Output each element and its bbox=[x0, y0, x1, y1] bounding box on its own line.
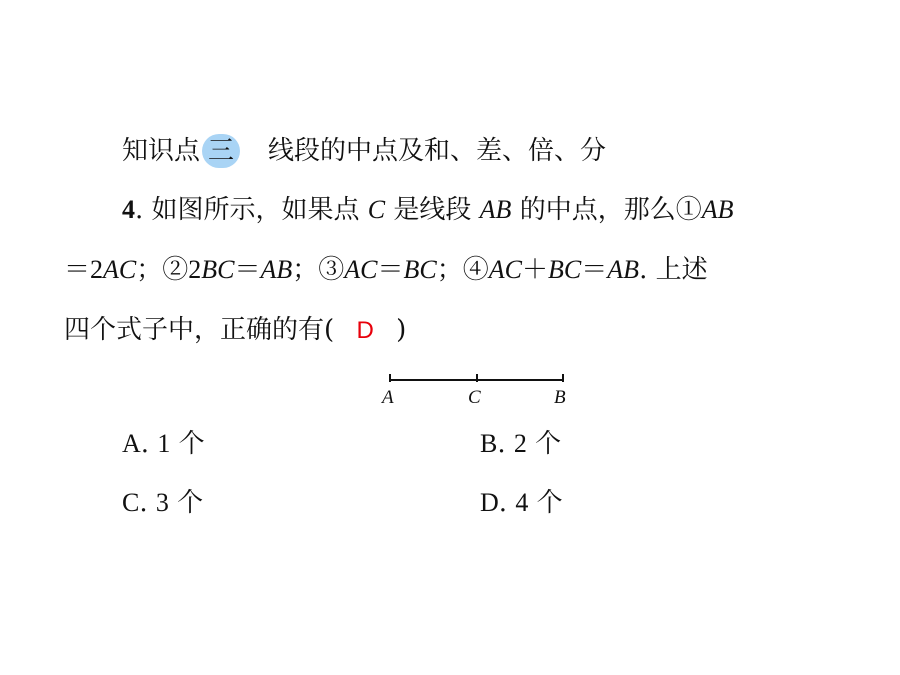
question-line-2 bbox=[64, 253, 708, 287]
section-prefix: 知识点 bbox=[122, 136, 201, 166]
option-unit: 个 bbox=[168, 488, 204, 518]
math-variable: BC bbox=[403, 255, 437, 284]
question-text: 的中点，那么① bbox=[511, 195, 702, 225]
math-symbol: ＝ bbox=[64, 255, 91, 285]
math-variable: BC bbox=[548, 255, 582, 284]
option-value: 1 bbox=[157, 429, 171, 458]
math-variable: C bbox=[367, 195, 386, 224]
math-symbol: ＝ bbox=[581, 255, 608, 285]
line-segment-figure bbox=[370, 368, 585, 413]
math-variable: AB bbox=[607, 255, 640, 284]
question-line-3 bbox=[64, 313, 406, 348]
section-title: 线段的中点及和、差、倍、分 bbox=[268, 136, 607, 166]
question-text: ；④ bbox=[436, 255, 489, 285]
math-variable: AB bbox=[479, 195, 512, 224]
math-symbol: ＝ bbox=[234, 255, 261, 285]
option-letter: D bbox=[480, 488, 499, 517]
math-variable: AC bbox=[344, 255, 378, 284]
question-text: 四个式子中，正确的有( bbox=[64, 315, 335, 345]
question-text: 是线段 bbox=[385, 195, 480, 225]
math-variable: AB bbox=[701, 195, 734, 224]
option-unit: 个 bbox=[526, 429, 562, 459]
math-variable: BC bbox=[201, 255, 235, 284]
question-text: . 如图所示，如果点 bbox=[135, 195, 368, 225]
option-unit: 个 bbox=[170, 429, 205, 459]
answer-value: D bbox=[356, 317, 374, 344]
option-value: 4 bbox=[515, 488, 529, 517]
option-letter: C bbox=[122, 488, 140, 517]
option-separator: . bbox=[140, 429, 158, 459]
question-line-1 bbox=[122, 193, 733, 227]
question-text: ) bbox=[396, 315, 407, 345]
option-separator: . bbox=[139, 488, 156, 518]
question-text: ；② bbox=[136, 255, 189, 285]
math-number: 2 bbox=[90, 255, 104, 284]
math-variable: AC bbox=[103, 255, 137, 284]
option-c bbox=[122, 486, 203, 520]
question-number: 4 bbox=[122, 195, 135, 224]
option-value: 3 bbox=[155, 488, 169, 517]
question-text: . 上述 bbox=[639, 255, 708, 285]
math-symbol: ＝ bbox=[377, 255, 404, 285]
section-heading bbox=[122, 134, 606, 168]
question-text: ；③ bbox=[292, 255, 345, 285]
option-value: 2 bbox=[513, 429, 527, 458]
option-b bbox=[480, 427, 561, 461]
option-d bbox=[480, 486, 563, 520]
option-separator: . bbox=[497, 429, 514, 459]
option-letter: B bbox=[480, 429, 498, 458]
option-a bbox=[122, 427, 205, 461]
math-variable: AB bbox=[260, 255, 293, 284]
label-b: B bbox=[554, 387, 566, 408]
option-separator: . bbox=[498, 488, 516, 518]
label-a: A bbox=[382, 387, 394, 408]
option-letter: A bbox=[122, 429, 141, 458]
math-number: 2 bbox=[188, 255, 202, 284]
math-variable: AC bbox=[488, 255, 523, 284]
section-number-badge: 三 bbox=[202, 134, 240, 168]
label-c: C bbox=[468, 387, 481, 408]
option-unit: 个 bbox=[528, 488, 563, 518]
math-symbol: ＋ bbox=[522, 255, 549, 285]
